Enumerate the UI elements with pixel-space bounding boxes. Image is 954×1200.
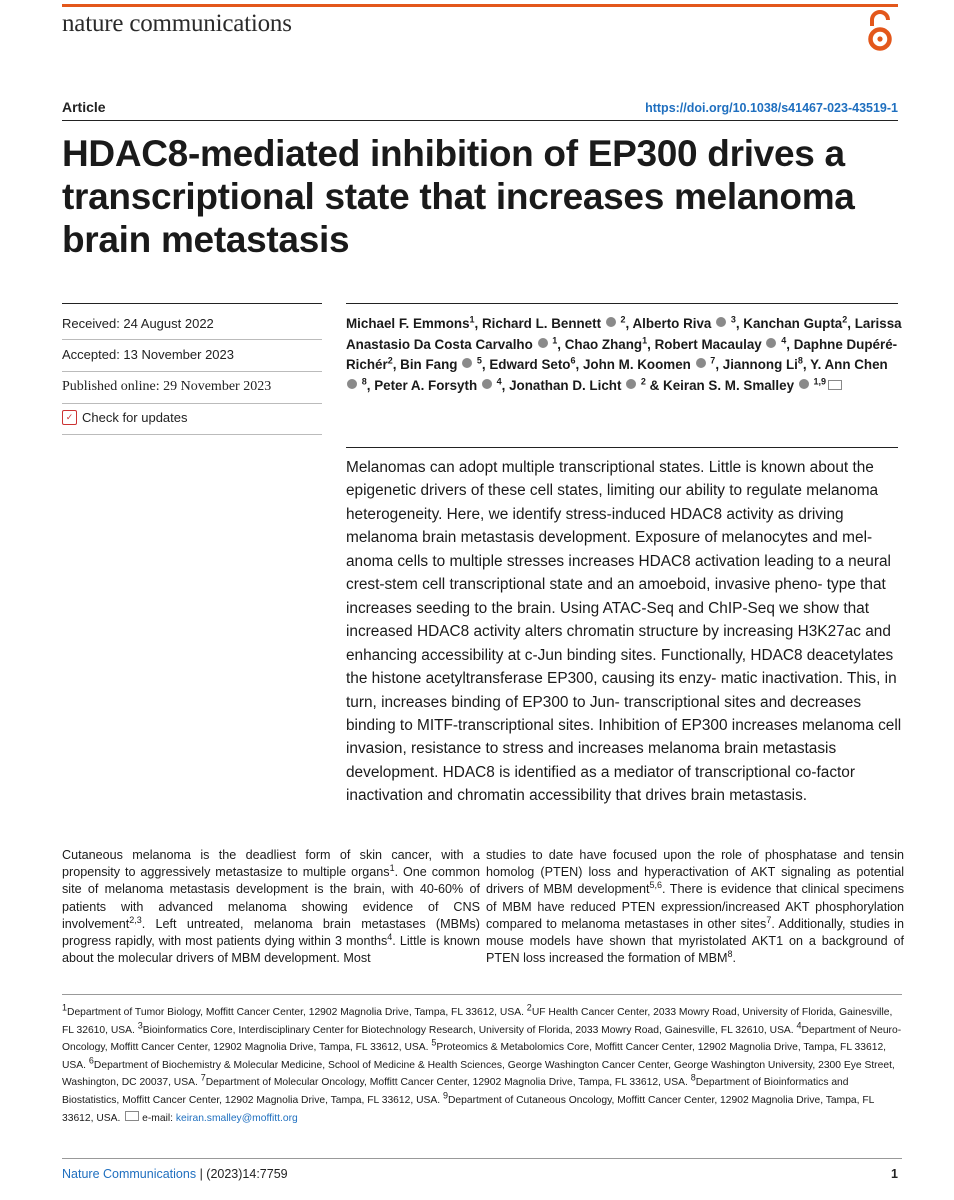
check-updates-icon: ✓ — [62, 410, 77, 425]
footer-citation — [62, 1167, 288, 1181]
author-affiliation: 2 — [387, 355, 393, 366]
author-affiliation: 3 — [730, 314, 736, 325]
accepted-date: Accepted: 13 November 2023 — [62, 347, 234, 362]
author-name: Keiran S. M. Smalley — [663, 377, 795, 393]
author — [743, 316, 847, 331]
footnote-rule — [62, 994, 902, 995]
author-name: Robert Macaulay — [654, 336, 762, 352]
author-name: Y. Ann Chen — [810, 357, 888, 372]
text-run: Department of Neuro-Oncology, Moffitt Cancer Center, 12902 Magnolia Drive, Tampa, FL 33612, USA. — [62, 1024, 902, 1054]
citation-superscript: 6 — [88, 1055, 94, 1066]
text-run: Bioinformatics Core, Interdisciplinary Center for Biotechnology Research, University of Florida, 2033 Mowry Road, Gainesville, FL 32610, USA. — [142, 1024, 797, 1036]
orcid-icon[interactable] — [462, 358, 472, 368]
author-affiliation: 2 — [640, 376, 646, 387]
orcid-icon[interactable] — [538, 338, 548, 348]
citation-superscript: 7 — [766, 914, 772, 925]
mail-icon — [125, 1111, 139, 1121]
author — [509, 378, 646, 393]
check-for-updates-button[interactable] — [62, 410, 188, 425]
citation-superscript: 1 — [62, 1002, 68, 1013]
citation-superscript: 7 — [200, 1072, 206, 1083]
orcid-icon[interactable] — [766, 338, 776, 348]
page-number: 1 — [891, 1167, 898, 1181]
author-affiliation: 1 — [552, 335, 558, 346]
author-list: Michael F. Emmons$^1$, Richard L. Bennett $^2$, Alberto Riva $^3$, Kanchan Gupta$^2$, Larissa Anastasio Da Costa Carvalho $^1$, Chao Zhang$^1$, Robert Macaulay $^4$, Daphne Dupéré-Richér$^2$, Bin Fang $^5$, Edward Seto$^6$, John M. Koomen $^7$, Jiannong Li$^8$, Y. Ann Chen $^8$, Peter A. Forsyth $^4$, Jonathan D. Licht $^2$ & Keiran S. M. Smalley $^{1,9}$ — [346, 314, 902, 393]
orcid-icon[interactable] — [799, 379, 809, 389]
citation-superscript: 4 — [796, 1020, 802, 1031]
text-run: studies to date have focused upon the role of phosphatase and tensin homolog (PTEN) loss and hyperactivation of AKT signaling as potential drivers of MBM development — [486, 848, 904, 897]
email-label: e-mail: — [142, 1112, 176, 1124]
dates-rule — [62, 303, 322, 304]
author — [632, 316, 735, 331]
author — [723, 357, 803, 372]
author-name: Edward Seto — [489, 357, 571, 372]
author-affiliation: 2 — [842, 314, 848, 325]
corresponding-mail-icon[interactable] — [828, 380, 842, 390]
orcid-icon[interactable] — [482, 379, 492, 389]
citation-superscript: 8 — [727, 949, 733, 960]
orcid-icon[interactable] — [626, 379, 636, 389]
author-name: Daphne Dupéré-Richér — [346, 336, 898, 372]
citation-superscript: 2 — [526, 1002, 532, 1013]
citation-superscript: 5,6 — [649, 880, 662, 891]
author — [346, 316, 475, 331]
author-affiliation: 4 — [781, 335, 787, 346]
author-affiliation: 2 — [620, 314, 626, 325]
citation-superscript: 4 — [387, 931, 393, 942]
affiliation-text — [62, 1002, 902, 1124]
author — [489, 357, 575, 372]
text-run: Proteomics & Metabolomics Core, Moffitt Cancer Center, 12902 Magnolia Drive, Tampa, FL 33612, USA. — [62, 1042, 887, 1071]
author-name: Peter A. Forsyth — [374, 377, 478, 393]
author-affiliation: 8 — [361, 376, 367, 387]
article-type: Article — [62, 99, 106, 115]
text-run: Cutaneous melanoma is the deadliest form of skin cancer, with a propensity to aggressively metastasize to multiple organs — [62, 848, 480, 880]
text-run: . Little is known about the molecular drivers of MBM development. Most — [62, 934, 480, 966]
article-title: HDAC8-mediated inhibition of EP300 drives a transcriptional state that increases melanoma brain metastasis — [62, 133, 855, 260]
author-name: Jonathan D. Licht — [509, 377, 622, 393]
author-affiliation: 1,9 — [813, 376, 826, 387]
text-run: Department of Biochemistry & Molecular Medicine, School of Medicine & Health Sciences, George Washington Cancer Center, George Washington University, 2300 Eye Street, Washington, DC 20037, USA. — [62, 1059, 895, 1089]
text-run: UF Health Cancer Center, 2033 Mowry Road, University of Florida, Gainesville, FL 32610, USA. — [62, 1007, 893, 1036]
author-name: Chao Zhang — [564, 336, 643, 352]
divider — [62, 403, 322, 404]
citation-superscript: 5 — [431, 1037, 437, 1048]
abstract: Melanomas can adopt multiple transcriptional states. Little is known about the epigenetic drivers of these cell states, limiting our ability to regulate melanoma heterogeneity. Here, we identify stress-induced HDAC8 activity as driving melanoma brain metastasis development. Exposure of melanocytes and mel- anoma cells to multiple stresses increases HDAC8 activation leading to a neural crest-stem cell transcriptional state and an amoeboid, invasive pheno- type that increases seeding to the brain. Using ATAC-Seq and ChIP-Seq we show that increased HDAC8 activity alters chromatin structure by increasing H3K27ac and enhancing accessibility at c-Jun binding sites. Functionally, HDAC8 deacetylates the histone acetyltransferase EP300, causing its enzy- matic inactivation. This, in turn, increases binding of EP300 to Jun- transcriptional sites and decreases binding to MITF-transcriptional sites. Inhibition of EP300 increases melanoma cell invasion, resistance to stress and increases melanoma brain metastasis development. HDAC8 is identified as a mediator of transcriptional co-factor inactivation and chromatin accessibility that drives brain metastasis. — [346, 459, 902, 805]
author — [663, 378, 826, 393]
abstract-rule — [346, 447, 898, 448]
author-name: Bin Fang — [400, 357, 458, 372]
author-affiliation: 7 — [710, 355, 716, 366]
published-date: Published online: 29 November 2023 — [62, 379, 272, 394]
citation-superscript: 8 — [690, 1072, 696, 1083]
text-run: . — [732, 951, 736, 966]
author — [583, 357, 715, 372]
author-affiliation: 6 — [570, 355, 576, 366]
footer-volume: | (2023)14:7759 — [196, 1167, 288, 1181]
citation-superscript: 2,3 — [129, 914, 142, 925]
author-affiliation: 4 — [496, 376, 502, 387]
text-run: Department of Molecular Oncology, Moffitt Cancer Center, 12902 Magnolia Drive, Tampa, FL 33612, USA. — [205, 1077, 691, 1089]
author — [374, 378, 501, 393]
orcid-icon[interactable] — [606, 317, 616, 327]
author — [655, 337, 787, 352]
text-run: . Left untreated, melanoma brain metastases (MBMs) progress rapidly, with most patients dying within 3 months — [62, 916, 480, 949]
divider — [62, 371, 322, 372]
author-email-link[interactable]: keiran.smalley@moffitt.org — [175, 1112, 298, 1124]
title-rule — [62, 120, 898, 121]
divider — [62, 339, 322, 340]
author-name: Jiannong Li — [722, 357, 798, 372]
open-access-icon[interactable] — [862, 10, 898, 52]
citation-superscript: 3 — [137, 1020, 143, 1031]
received-date: Received: 24 August 2022 — [62, 316, 214, 331]
text-run: Department of Cutaneous Oncology, Moffitt Cancer Center, 12902 Magnolia Drive, Tampa, FL 33612, USA. — [62, 1094, 875, 1124]
orcid-icon[interactable] — [696, 358, 706, 368]
header-rule — [62, 4, 898, 7]
orcid-icon[interactable] — [347, 379, 357, 389]
author-name: Michael F. Emmons — [346, 316, 470, 331]
author — [565, 337, 647, 352]
author — [400, 357, 482, 372]
citation-superscript: 9 — [442, 1090, 448, 1101]
citation-superscript: 1 — [389, 863, 395, 874]
author — [482, 316, 626, 331]
footer-journal[interactable]: Nature Communications — [62, 1167, 197, 1181]
author-name: Larissa Anastasio Da Costa Carvalho — [346, 316, 902, 352]
text-run: Department of Tumor Biology, Moffitt Cancer Center, 12902 Magnolia Drive, Tampa, FL 33612, USA. — [67, 1007, 527, 1018]
orcid-icon[interactable] — [716, 317, 726, 327]
divider — [62, 434, 322, 435]
journal-name: nature communications — [62, 10, 292, 37]
text-run: . There is evidence that clinical specimens of MBM have reduced PTEN expression/increased AKT phosphorylation compared to melanoma metastases in other sites — [486, 882, 904, 931]
doi-link[interactable]: https://doi.org/10.1038/s41467-023-43519-1 — [645, 101, 898, 115]
author-name: Kanchan Gupta — [743, 316, 843, 331]
text-run: Department of Bioinformatics and Biostatistics, Moffitt Cancer Center, 12902 Magnolia Drive, Tampa, FL 33612, USA. — [62, 1077, 849, 1106]
author-name: Richard L. Bennett — [482, 316, 602, 331]
text-run: . One common site of melanoma metastasis development is the brain, with 40-60% of patients with advanced melanoma showing evidence of CNS involvement — [62, 865, 480, 931]
author-affiliation: 8 — [797, 355, 803, 366]
author-name: John M. Koomen — [582, 357, 691, 372]
body-column-right — [486, 847, 904, 967]
authors-rule — [346, 303, 898, 304]
text-run: . Additionally, studies in mouse models have shown that myristolated AKT1 on a background of PTEN loss increased the formation of MBM — [486, 916, 904, 966]
footer-rule — [62, 1158, 902, 1159]
author-affiliation: 1 — [642, 335, 648, 346]
affiliations — [62, 1004, 902, 1127]
body-column-left — [62, 847, 480, 967]
author-affiliation: 5 — [476, 355, 482, 366]
author-name: Alberto Riva — [632, 316, 712, 331]
check-updates-label: Check for updates — [82, 410, 188, 425]
author-affiliation: 1 — [469, 314, 475, 325]
